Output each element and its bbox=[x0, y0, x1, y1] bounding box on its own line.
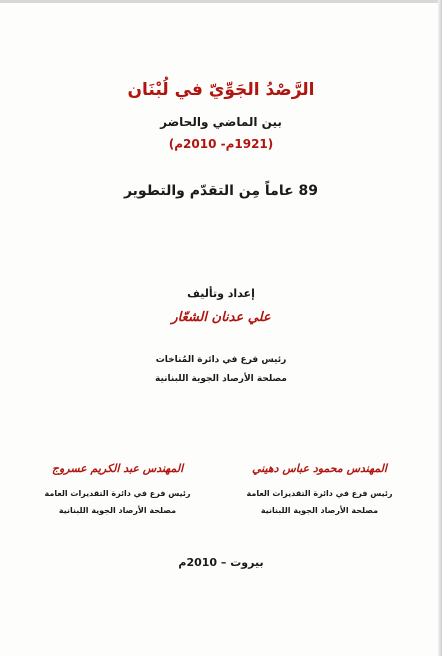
co-author-name: المهندس محمود عباس دهيني bbox=[252, 462, 387, 475]
co-author-name: المهندس عبد الكريم عسروج bbox=[51, 462, 184, 475]
place-date: بيروت – 2010م bbox=[178, 556, 264, 569]
author-department: مصلحة الأرصاد الجوية اللبنانية bbox=[155, 374, 287, 384]
co-author-role: رئيس فرع في دائرة التقديرات العامة bbox=[246, 489, 393, 498]
co-author-department: مصلحة الأرصاد الجوية اللبنانية bbox=[260, 506, 379, 515]
page-top-edge bbox=[0, 0, 442, 3]
book-subtitle: بين الماضي والحاضر bbox=[160, 115, 282, 129]
tagline: 89 عاماً مِن التقدّم والتطوير bbox=[123, 183, 319, 199]
year-range: (1921م- 2010م) bbox=[168, 137, 274, 151]
co-author-right bbox=[232, 462, 407, 515]
co-author-role: رئيس فرع في دائرة التقديرات العامة bbox=[44, 489, 191, 498]
co-author-left bbox=[30, 462, 205, 515]
book-title: الرَّصْدُ الجَوِّيّ في لُبْنَان bbox=[127, 80, 315, 100]
co-author-department: مصلحة الأرصاد الجوية اللبنانية bbox=[58, 506, 177, 515]
preparation-label: إعداد وتأليف bbox=[187, 287, 255, 300]
author-role: رئيس فرع في دائرة المُناخات bbox=[155, 355, 287, 365]
author-name: علي عدنان الشعّار bbox=[171, 310, 271, 325]
